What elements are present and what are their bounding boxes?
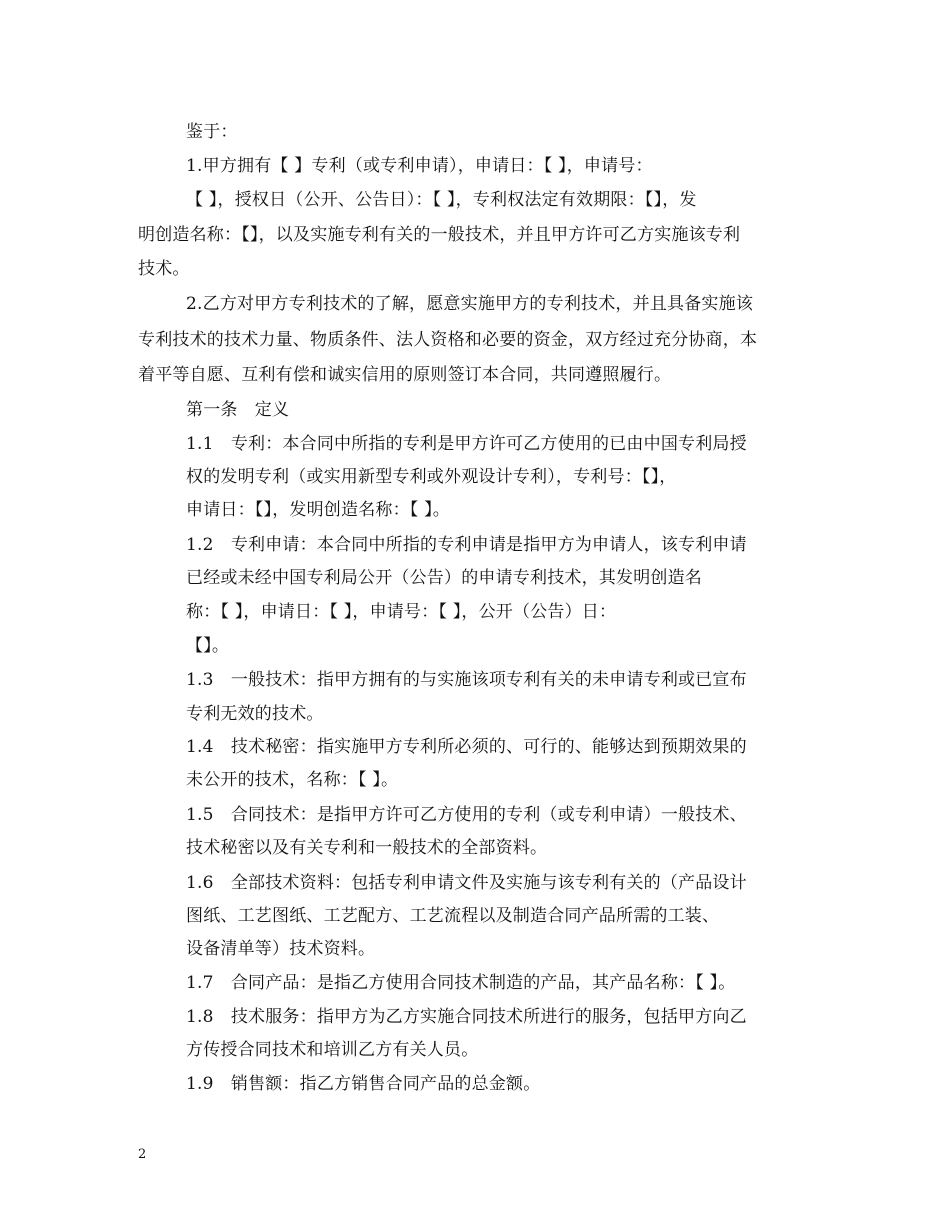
text-line-29: 1.9 销售额：指乙方销售合同产品的总金额。 (186, 1074, 541, 1094)
text-line-7: 专利技术的技术力量、物质条件、法人资格和必要的资金，双方经过充分协商，本 (138, 330, 758, 350)
text-line-1: 鉴于： (186, 122, 238, 142)
text-line-24: 图纸、工艺图纸、工艺配方、工艺流程以及制造合同产品所需的工装、 (186, 906, 720, 926)
text-line-4: 明创造名称：【】，以及实施专利有关的一般技术，并且甲方许可乙方实施该专利 (138, 225, 741, 245)
text-line-12: 申请日：【】，发明创造名称：【 】。 (186, 500, 451, 520)
text-line-8: 着平等自愿、互利有偿和诚实信用的原则签订本合同，共同遵照履行。 (138, 365, 672, 385)
page-number: 2 (138, 1147, 147, 1162)
text-line-3: 【 】，授权日（公开、公告日）：【 】，专利权法定有效期限：【】，发 (186, 190, 697, 210)
text-line-6: 2.乙方对甲方专利技术的了解，愿意实施甲方的专利技术，并且具备实施该 (186, 294, 754, 314)
text-line-18: 专利无效的技术。 (186, 704, 324, 724)
text-line-19: 1.4 技术秘密：指实施甲方专利所必须的、可行的、能够达到预期效果的 (186, 737, 747, 757)
text-line-11: 权的发明专利（或实用新型专利或外观设计专利），专利号：【】， (186, 467, 677, 487)
text-line-10: 1.1 专利：本合同中所指的专利是甲方许可乙方使用的已由中国专利局授 (186, 434, 747, 454)
text-line-2: 1.甲方拥有【 】专利（或专利申请），申请日：【 】，申请号： (186, 156, 653, 176)
text-line-28: 方传授合同技术和培训乙方有关人员。 (186, 1040, 479, 1060)
text-line-20: 未公开的技术，名称：【 】。 (186, 770, 399, 790)
text-line-23: 1.6 全部技术资料：包括专利申请文件及实施与该专利有关的（产品设计 (186, 873, 747, 893)
text-line-16: 【】。 (186, 636, 230, 656)
text-line-25: 设备清单等）技术资料。 (186, 939, 376, 959)
text-line-17: 1.3 一般技术：指甲方拥有的与实施该项专利有关的未申请专利或已宣布 (186, 670, 747, 690)
text-line-13: 1.2 专利申请：本合同中所指的专利申请是指甲方为申请人，该专利申请 (186, 535, 747, 555)
section-heading: 第一条 定义 (186, 400, 290, 420)
text-line-5: 技术。 (138, 259, 190, 279)
text-line-26: 1.7 合同产品：是指乙方使用合同技术制造的产品，其产品名称：【 】。 (186, 973, 736, 993)
text-line-21: 1.5 合同技术：是指甲方许可乙方使用的专利（或专利申请）一般技术、 (186, 805, 747, 825)
text-line-27: 1.8 技术服务：指甲方为乙方实施合同技术所进行的服务，包括甲方向乙 (186, 1007, 747, 1027)
text-line-22: 技术秘密以及有关专利和一般技术的全部资料。 (186, 838, 548, 858)
text-line-14: 已经或未经中国专利局公开（公告）的申请专利技术，其发明创造名 (186, 568, 702, 588)
text-line-15: 称：【 】，申请日：【 】，申请号：【 】，公开（公告）日： (186, 602, 617, 622)
